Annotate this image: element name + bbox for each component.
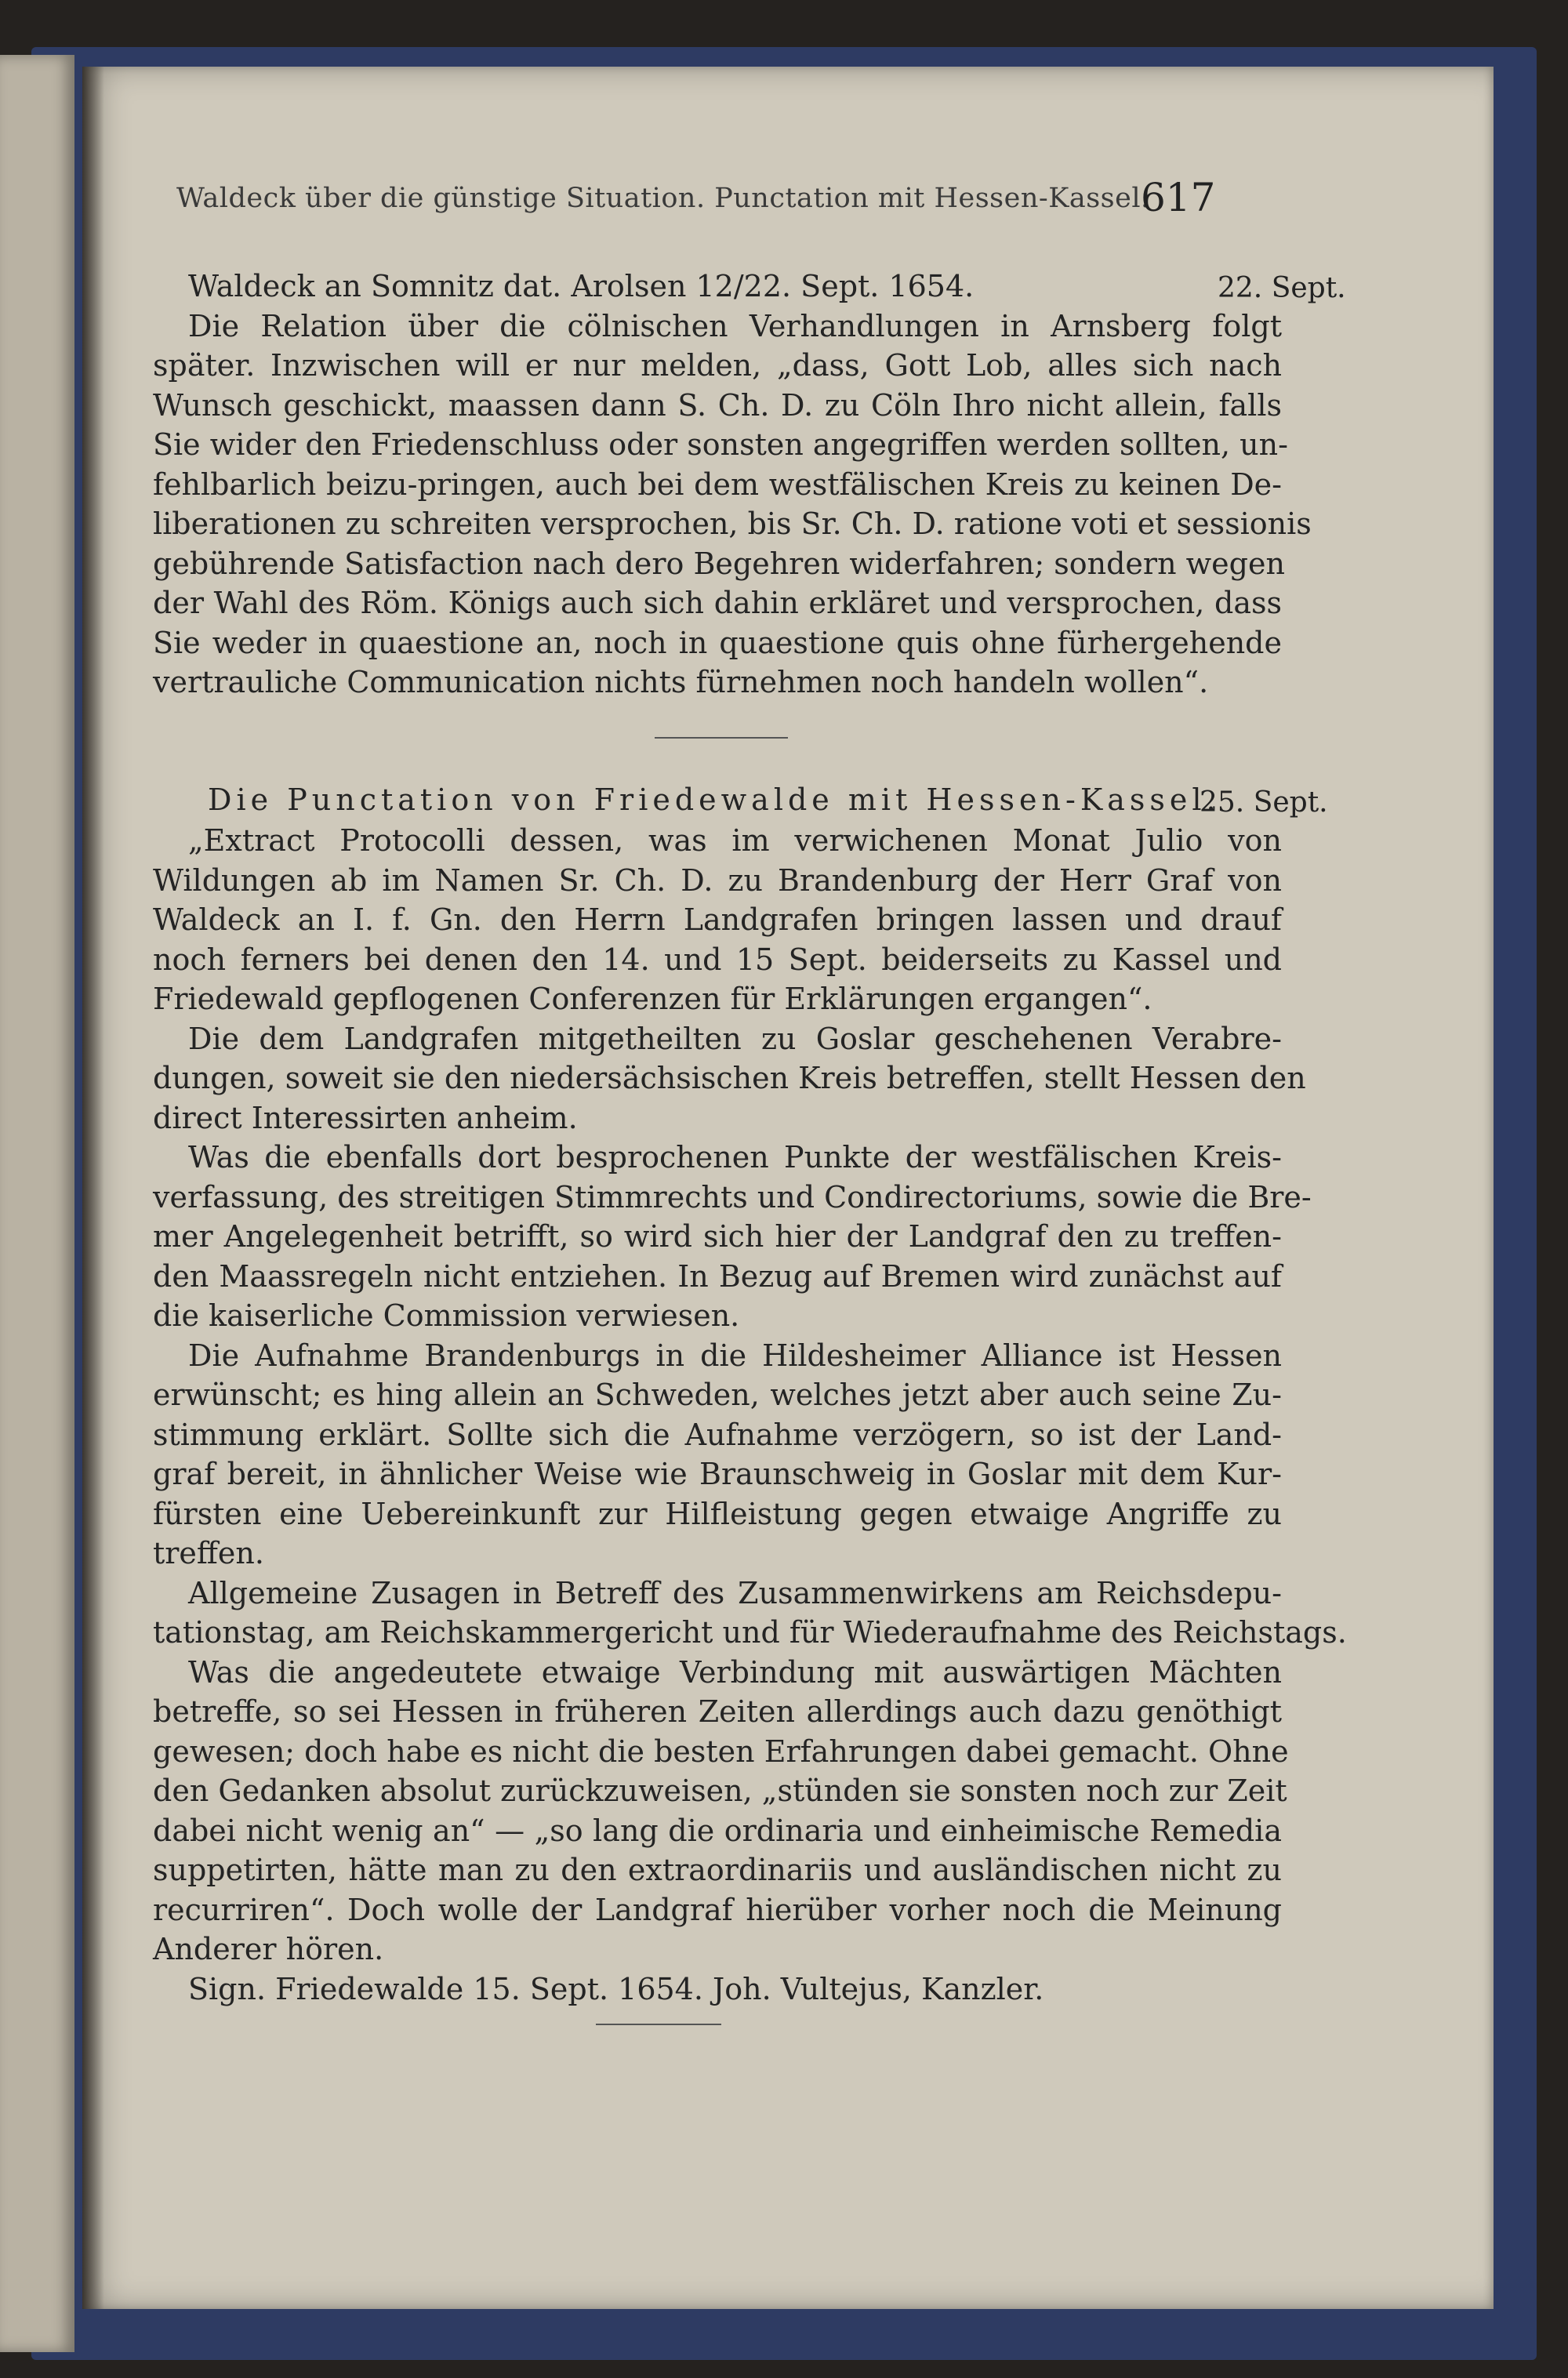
text-line: direct Interessirten anheim. (153, 1100, 578, 1135)
text-line: fehlbarlich beizu-pringen, auch bei dem westfälischen Kreis zu keinen De- (153, 467, 1282, 502)
text-line: Was die angedeutete etwaige Verbindung mit auswärtigen Mächten (188, 1654, 1282, 1690)
section-title-text: Die Punctation von Friedewalde mit Hessen-Kassel. (208, 782, 1221, 817)
text-line: Sie weder in quaestione an, noch in quaestione quis ohne fürhergehende (153, 625, 1282, 660)
text-line: fürsten eine Uebereinkunft zur Hilfleistung gegen etwaige Angriffe zu (153, 1496, 1282, 1531)
text-line: erwünscht; es hing allein an Schweden, welches jetzt aber auch seine Zu- (153, 1378, 1282, 1412)
text-line: dungen, soweit sie den niedersächsischen Kreis betreffen, stellt Hessen den (153, 1061, 1306, 1095)
page-number: 617 (1141, 175, 1216, 220)
text-line: vertrauliche Communication nichts fürnehmen noch handeln wollen“. (153, 665, 1209, 699)
text-line: Was die ebenfalls dort besprochenen Punkte der westfälischen Kreis- (188, 1140, 1282, 1174)
text-line: Wildungen ab im Namen Sr. Ch. D. zu Brandenburg der Herr Graf von (153, 862, 1282, 898)
book-page (82, 67, 1494, 2309)
facing-page-edge (0, 55, 74, 2352)
gutter-shadow (82, 67, 104, 2309)
text-line: verfassung, des streitigen Stimmrechts und Condirectoriums, sowie die Bre- (153, 1179, 1312, 1214)
text-line: die kaiserliche Commission verwiesen. (153, 1298, 740, 1333)
text-line: tationstag, am Reichskammergericht und für Wiederaufnahme des Reichstags. (153, 1615, 1347, 1650)
section-divider-2 (596, 2024, 721, 2025)
text-line: graf bereit, in ähnlicher Weise wie Braunschweig in Goslar mit dem Kur- (153, 1457, 1282, 1491)
text-line: Die dem Landgrafen mitgetheilten zu Goslar geschehenen Verabre- (188, 1021, 1282, 1056)
letter-section (153, 267, 1312, 703)
text-line: Allgemeine Zusagen in Betreff des Zusammenwirkens am Reichsdepu- (188, 1575, 1282, 1610)
section-title (208, 780, 1221, 820)
text-line: später. Inzwischen will er nur melden, „dass, Gott Lob, alles sich nach (153, 348, 1282, 383)
text-line: dabei nicht wenig an“ — „so lang die ordinaria und einheimische Remedia (153, 1813, 1282, 1848)
text-line: treffen. (153, 1536, 264, 1570)
margin-date-1: 22. Sept. (1218, 272, 1346, 304)
text-line: Die Aufnahme Brandenburgs in die Hildesheimer Alliance ist Hessen (188, 1338, 1282, 1373)
text-line: mer Angelegenheit betrifft, so wird sich hier der Landgraf den zu treffen- (153, 1219, 1282, 1254)
text-line: suppetirten, hätte man zu den extraordinariis und ausländischen nicht zu (153, 1853, 1282, 1887)
text-line: stimmung erklärt. Sollte sich die Aufnahme verzögern, so ist der Land- (153, 1417, 1282, 1452)
text-line: Die Relation über die cölnischen Verhandlungen in Arnsberg folgt (188, 308, 1282, 343)
punctation-section (153, 821, 1347, 2009)
section-divider-1 (655, 737, 788, 739)
text-line: betreffe, so sei Hessen in früheren Zeiten allerdings auch dazu genöthigt (153, 1694, 1282, 1729)
text-line: den Maassregeln nicht entziehen. In Bezug auf Bremen wird zunächst auf (153, 1258, 1282, 1294)
text-line: Friedewald gepflogenen Conferenzen für Erklärungen ergangen“. (153, 982, 1152, 1016)
text-line: Anderer hören. (153, 1932, 384, 1966)
text-line: den Gedanken absolut zurückzuweisen, „stünden sie sonsten noch zur Zeit (153, 1774, 1287, 1808)
text-line: Sie wider den Friedenschluss oder sonsten angegriffen werden sollten, un- (153, 427, 1288, 462)
text-line: liberationen zu schreiten versprochen, bis Sr. Ch. D. ratione voti et sessionis (153, 506, 1312, 541)
text-line: Wunsch geschickt, maassen dann S. Ch. D. zu Cöln Ihro nicht allein, falls (153, 387, 1282, 423)
text-line: Sign. Friedewalde 15. Sept. 1654. Joh. Vultejus, Kanzler. (188, 1971, 1044, 2006)
text-line: gebührende Satisfaction nach dero Begehren widerfahren; sondern wegen (153, 546, 1285, 581)
text-line: gewesen; doch habe es nicht die besten Erfahrungen dabei gemacht. Ohne (153, 1734, 1289, 1769)
text-line: der Wahl des Röm. Königs auch sich dahin erkläret und versprochen, dass (153, 586, 1282, 620)
running-head: Waldeck über die günstige Situation. Punctation mit Hessen-Kassel. (176, 183, 1150, 214)
text-line: „Extract Protocolli dessen, was im verwichenen Monat Julio von (188, 823, 1282, 858)
text-line: Waldeck an Somnitz dat. Arolsen 12/22. Sept. 1654. (188, 269, 975, 303)
text-line: noch ferners bei denen den 14. und 15 Sept. beiderseits zu Kassel und (153, 942, 1282, 977)
text-line: Waldeck an I. f. Gn. den Herrn Landgrafen bringen lassen und drauf (153, 902, 1282, 937)
text-line: recurriren“. Doch wolle der Landgraf hierüber vorher noch die Meinung (153, 1892, 1282, 1927)
margin-date-2: 25. Sept. (1200, 786, 1328, 819)
